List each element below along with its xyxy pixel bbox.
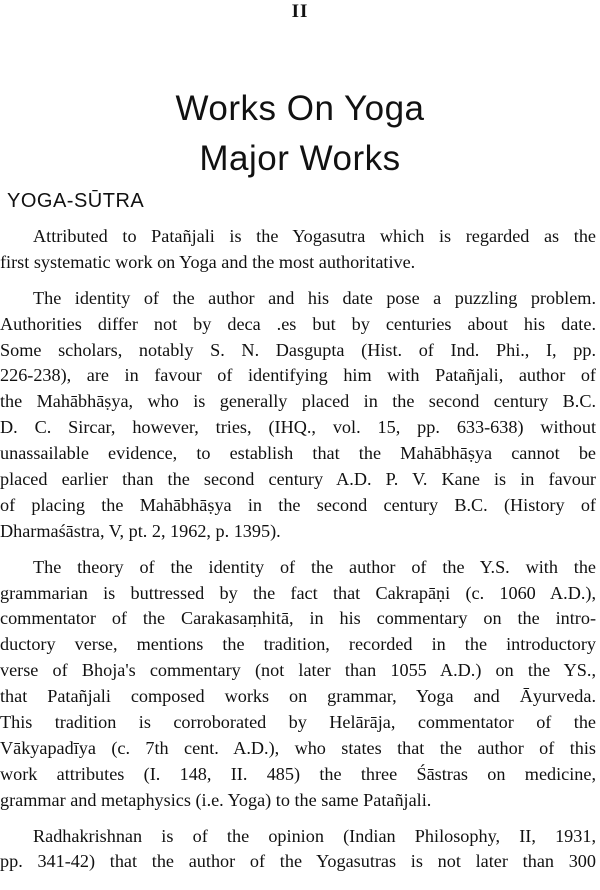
- text-line: The identity of the author and his date pose a puzzling problem.: [33, 287, 596, 308]
- text-line: The theory of the identity of the author of the Y.S. with the: [33, 556, 596, 577]
- text-line: that Patañjali composed works on grammar, Yoga and Āyurveda.: [0, 686, 596, 707]
- text-line: unassailable evidence, to establish that the Mahābhāṣya cannot be: [0, 443, 596, 464]
- text-line: Radhakrishnan is of the opinion (Indian Philosophy, II, 1931,: [33, 825, 596, 846]
- section-heading: YOGA-SŪTRA: [7, 190, 145, 212]
- text-line: Dharmaśāstra, V, pt. 2, 1962, p. 1395).: [0, 520, 281, 541]
- chapter-title-line-1: Works On Yoga: [175, 89, 425, 128]
- text-line: grammar and metaphysics (i.e. Yoga) to the same Patañjali.: [0, 789, 432, 810]
- chapter-title-line-2: Major Works: [199, 139, 401, 178]
- text-line: This tradition is corroborated by Helārāja, commentator of the: [0, 712, 596, 733]
- text-line: ductory verse, mentions the tradition, recorded in the introductory: [0, 634, 596, 655]
- paragraph-2: [0, 286, 596, 545]
- text-line: D. C. Sircar, however, tries, (IHQ., vol. 15, pp. 633-638) without: [0, 417, 596, 438]
- text-line: pp. 341-42) that the author of the Yogasutras is not later than 300: [0, 851, 596, 872]
- paragraph-4: [0, 824, 596, 876]
- paragraph-1: [0, 224, 596, 276]
- text-line: work attributes (I. 148, II. 485) the three Śāstras on medicine,: [0, 763, 596, 784]
- text-line: first systematic work on Yoga and the most authoritative.: [0, 251, 416, 272]
- text-line: Attributed to Patañjali is the Yogasutra which is regarded as the: [33, 226, 596, 246]
- paragraph-3: [0, 555, 596, 814]
- chapter-number: II: [291, 1, 309, 22]
- text-line: Authorities differ not by deca .es but by centuries about his date.: [0, 313, 596, 334]
- text-line: placed earlier than the second century A.D. P. V. Kane is in favour: [0, 469, 596, 490]
- text-line: Vākyapadīya (c. 7th cent. A.D.), who states that the author of this: [0, 737, 596, 758]
- text-line: Some scholars, notably S. N. Dasgupta (Hist. of Ind. Phi., I, pp.: [0, 339, 596, 360]
- text-line: verse of Bhoja's commentary (not later than 1055 A.D.) on the YS.,: [0, 660, 596, 681]
- body-text: [0, 224, 596, 885]
- text-line: of placing the Mahābhāṣya in the second century B.C. (History of: [0, 494, 596, 515]
- text-line: grammarian is buttressed by the fact that Cakrapāṇi (c. 1060 A.D.),: [0, 582, 596, 603]
- text-line: 226-238), are in favour of identifying him with Patañjali, author of: [0, 365, 596, 386]
- text-line: commentator of the Carakasaṃhitā, in his commentary on the intro-: [0, 608, 596, 629]
- text-line: the Mahābhāṣya, who is generally placed in the second century B.C.: [0, 391, 596, 412]
